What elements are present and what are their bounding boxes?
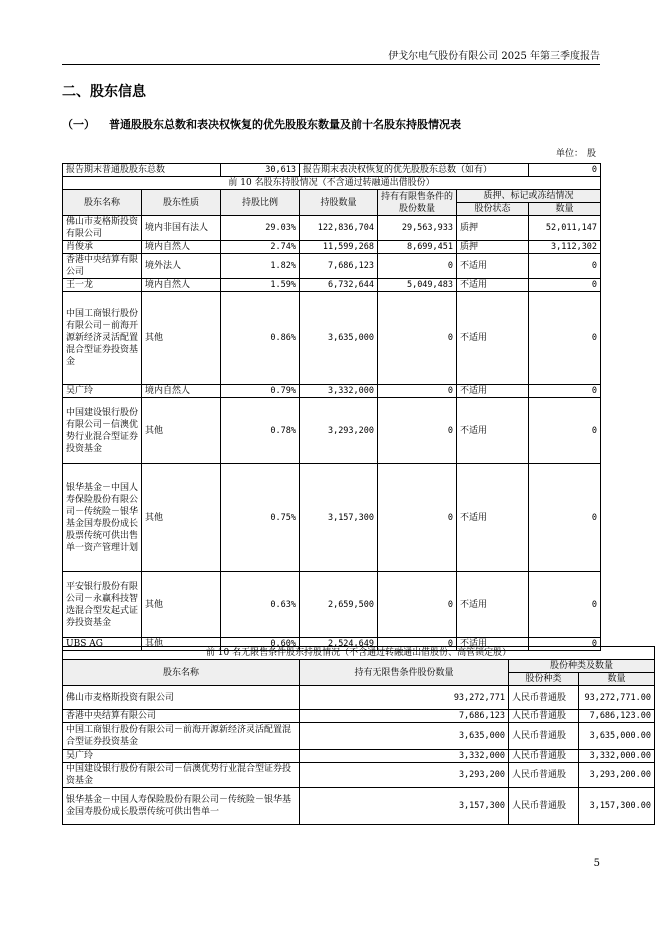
shareholder-nature: 境内非国有法人 [142, 216, 221, 241]
col-header-count: 数量 [579, 673, 655, 686]
share-status: 质押 [457, 241, 529, 254]
col-header-name: 股东名称 [63, 660, 300, 686]
summary-row [63, 164, 601, 177]
share-status: 不适用 [457, 385, 529, 398]
shareholder-name: 肖俊承 [63, 241, 142, 254]
share-count: 93,272,771.00 [579, 686, 655, 710]
top10-header-row-1 [63, 190, 601, 203]
holding-ratio: 2.74% [221, 241, 300, 254]
col-header-type-group: 股份种类及数量 [509, 660, 655, 673]
holding-qty: 3,157,300 [300, 464, 378, 572]
col-header-pledge-group: 质押、标记或冻结情况 [457, 190, 601, 203]
table-row [63, 398, 601, 464]
share-status: 不适用 [457, 638, 529, 651]
share-count: 3,112,302 [529, 241, 601, 254]
share-count: 52,011,147 [529, 216, 601, 241]
restricted-qty: 0 [378, 464, 457, 572]
col-header-unrestricted-qty: 持有无限售条件股份数量 [300, 660, 509, 686]
share-type: 人民币普通股 [509, 723, 579, 750]
restricted-qty: 5,049,483 [378, 279, 457, 292]
share-type: 人民币普通股 [509, 686, 579, 710]
share-count: 0 [529, 572, 601, 638]
preferred-shareholders-label: 报告期末表决权恢复的优先股股东总数（如有） [300, 164, 529, 177]
shareholder-name: 中国建设银行股份有限公司－信澳优势行业混合型证券投资基金 [63, 763, 300, 788]
unrestricted-caption: 前 10 名无限售条件股东持股情况（不含通过转融通出借股份、高管锁定股） [63, 647, 655, 660]
share-status: 不适用 [457, 279, 529, 292]
total-shareholders-label: 报告期末普通股股东总数 [63, 164, 221, 177]
holding-qty: 2,524,649 [300, 638, 378, 651]
share-count: 0 [529, 254, 601, 279]
holding-ratio: 1.59% [221, 279, 300, 292]
share-count: 0 [529, 292, 601, 385]
table-row [63, 241, 601, 254]
subsection-title [62, 116, 475, 132]
shareholder-nature: 境外法人 [142, 254, 221, 279]
preferred-shareholders-value: 0 [529, 164, 601, 177]
restricted-qty: 0 [378, 398, 457, 464]
shareholder-name: 中国工商银行股份有限公司－前海开源新经济灵活配置混合型证券投资基金 [63, 292, 142, 385]
unrestricted-qty: 7,686,123 [300, 710, 509, 723]
header-rule [62, 64, 600, 65]
share-count: 3,157,300.00 [579, 788, 655, 825]
restricted-qty: 0 [378, 385, 457, 398]
share-status: 不适用 [457, 464, 529, 572]
unrestricted-qty: 3,635,000 [300, 723, 509, 750]
restricted-qty: 29,563,933 [378, 216, 457, 241]
restricted-qty: 8,699,451 [378, 241, 457, 254]
table-row [63, 254, 601, 279]
shareholder-nature: 其他 [142, 398, 221, 464]
holding-ratio: 0.86% [221, 292, 300, 385]
holding-ratio: 0.79% [221, 385, 300, 398]
share-status: 不适用 [457, 254, 529, 279]
share-count: 0 [529, 385, 601, 398]
shareholder-name: 银华基金－中国人寿保险股份有限公司－传统险－银华基金国寿股份成长股票传统可供出售单一资产管理计划 [63, 464, 142, 572]
shareholder-nature: 其他 [142, 638, 221, 651]
top10-caption-row [63, 177, 601, 190]
shareholder-name: 香港中央结算有限公司 [63, 254, 142, 279]
shareholder-nature: 其他 [142, 572, 221, 638]
unrestricted-qty: 93,272,771 [300, 686, 509, 710]
holding-qty: 122,836,704 [300, 216, 378, 241]
holding-ratio: 0.60% [221, 638, 300, 651]
col-header-type: 股份种类 [509, 673, 579, 686]
top10-shareholders-table [62, 163, 601, 651]
share-count: 3,332,000.00 [579, 750, 655, 763]
table-row [63, 788, 655, 825]
unit-label: 单位： 股 [555, 149, 596, 159]
unrestricted-shareholders-table [62, 646, 655, 825]
shareholder-nature: 其他 [142, 292, 221, 385]
col-header-status: 股份状态 [457, 203, 529, 216]
shareholder-name: 香港中央结算有限公司 [63, 710, 300, 723]
shareholder-name: 银华基金－中国人寿保险股份有限公司－传统险－银华基金国寿股份成长股票传统可供出售单一 [63, 788, 300, 825]
table-row [63, 572, 601, 638]
shareholder-name: UBS AG [63, 638, 142, 651]
share-status: 不适用 [457, 292, 529, 385]
share-count: 0 [529, 398, 601, 464]
shareholder-nature: 境内自然人 [142, 279, 221, 292]
unrestricted-qty: 3,332,000 [300, 750, 509, 763]
share-count: 0 [529, 638, 601, 651]
share-count: 3,293,200.00 [579, 763, 655, 788]
table-row [63, 723, 655, 750]
unrestricted-qty: 3,157,300 [300, 788, 509, 825]
share-type: 人民币普通股 [509, 710, 579, 723]
share-count: 0 [529, 279, 601, 292]
holding-qty: 3,332,000 [300, 385, 378, 398]
col-header-nature: 股东性质 [142, 190, 221, 216]
shareholder-name: 吴广玲 [63, 385, 142, 398]
restricted-qty: 0 [378, 638, 457, 651]
holding-qty: 6,732,644 [300, 279, 378, 292]
table-row [63, 279, 601, 292]
table-row [63, 464, 601, 572]
col-header-restricted: 持有有限售条件的股份数量 [378, 190, 457, 216]
shareholder-nature: 境内自然人 [142, 241, 221, 254]
shareholder-name: 平安银行股份有限公司－永赢科技智选混合型发起式证券投资基金 [63, 572, 142, 638]
shareholder-nature: 其他 [142, 464, 221, 572]
shareholder-name: 佛山市麦格斯投资有限公司 [63, 216, 142, 241]
holding-ratio: 0.63% [221, 572, 300, 638]
restricted-qty: 0 [378, 254, 457, 279]
report-header: 伊戈尔电气股份有限公司 2025 年第三季度报告 [388, 51, 600, 62]
holding-qty: 2,659,500 [300, 572, 378, 638]
shareholder-nature: 境内自然人 [142, 385, 221, 398]
col-header-ratio: 持股比例 [221, 190, 300, 216]
total-shareholders-value: 30,613 [221, 164, 300, 177]
share-status: 不适用 [457, 398, 529, 464]
table-row [63, 216, 601, 241]
holding-qty: 3,293,200 [300, 398, 378, 464]
share-type: 人民币普通股 [509, 750, 579, 763]
share-count: 7,686,123.00 [579, 710, 655, 723]
holding-qty: 3,635,000 [300, 292, 378, 385]
share-count: 3,635,000.00 [579, 723, 655, 750]
page-number: 5 [593, 858, 600, 869]
holding-qty: 7,686,123 [300, 254, 378, 279]
col-header-name: 股东名称 [63, 190, 142, 216]
holding-ratio: 29.03% [221, 216, 300, 241]
shareholder-name: 中国建设银行股份有限公司－信澳优势行业混合型证券投资基金 [63, 398, 142, 464]
subsection-number: （一） [62, 118, 95, 131]
holding-ratio: 1.82% [221, 254, 300, 279]
shareholder-name: 王一龙 [63, 279, 142, 292]
share-status: 质押 [457, 216, 529, 241]
top10-caption: 前 10 名股东持股情况（不含通过转融通出借股份） [63, 177, 601, 190]
share-type: 人民币普通股 [509, 763, 579, 788]
shareholder-name: 中国工商银行股份有限公司－前海开源新经济灵活配置混合型证券投资基金 [63, 723, 300, 750]
unrestricted-qty: 3,293,200 [300, 763, 509, 788]
holding-ratio: 0.78% [221, 398, 300, 464]
holding-ratio: 0.75% [221, 464, 300, 572]
table-row [63, 686, 655, 710]
restricted-qty: 0 [378, 292, 457, 385]
subsection-text: 普通股股东总数和表决权恢复的优先股股东数量及前十名股东持股情况表 [109, 118, 461, 131]
restricted-qty: 0 [378, 572, 457, 638]
unrestricted-caption-row [63, 647, 655, 660]
unrestricted-header-row-1 [63, 660, 655, 673]
table-row [63, 385, 601, 398]
share-type: 人民币普通股 [509, 788, 579, 825]
shareholder-name: 吴广玲 [63, 750, 300, 763]
share-status: 不适用 [457, 572, 529, 638]
col-header-count: 数量 [529, 203, 601, 216]
share-count: 0 [529, 464, 601, 572]
table-row [63, 292, 601, 385]
col-header-qty: 持股数量 [300, 190, 378, 216]
holding-qty: 11,599,268 [300, 241, 378, 254]
shareholder-name: 佛山市麦格斯投资有限公司 [63, 686, 300, 710]
table-row [63, 750, 655, 763]
section-title: 二、股东信息 [62, 84, 146, 100]
table-row [63, 763, 655, 788]
table-row [63, 710, 655, 723]
